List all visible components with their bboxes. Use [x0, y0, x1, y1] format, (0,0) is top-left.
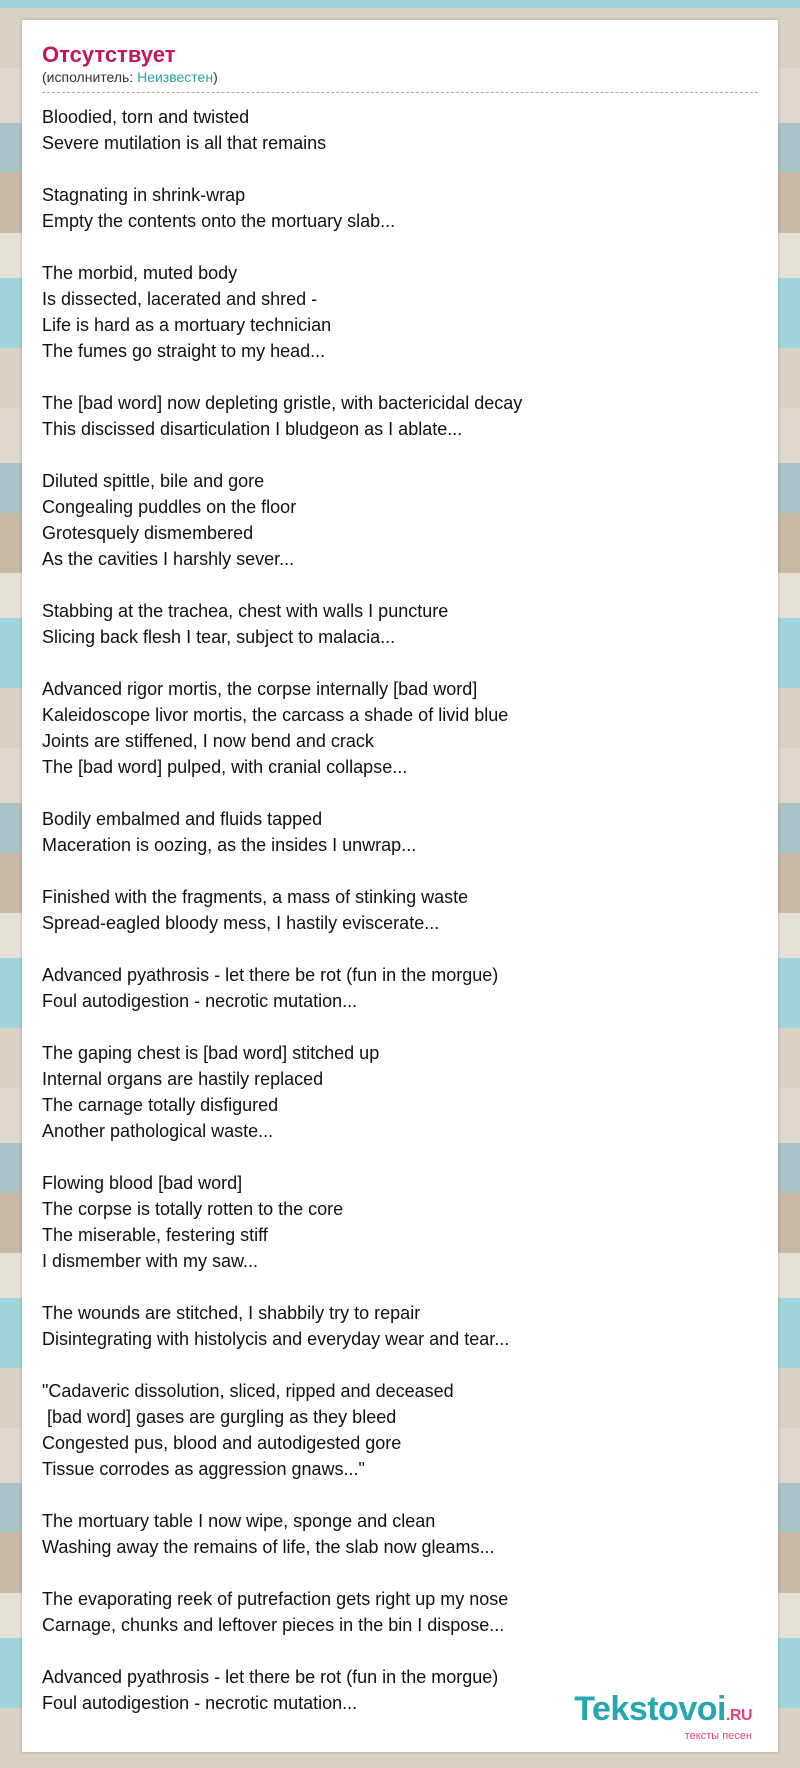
- lyric-line: The wounds are stitched, I shabbily try to repair: [42, 1303, 421, 1323]
- lyric-line: The fumes go straight to my head...: [42, 341, 326, 361]
- lyric-line: Washing away the remains of life, the slab now gleams...: [42, 1537, 495, 1557]
- lyric-line: Advanced pyathrosis - let there be rot (fun in the morgue): [42, 965, 499, 985]
- lyric-line: Severe mutilation is all that remains: [42, 133, 327, 153]
- logo-wordmark: [574, 1691, 752, 1734]
- lyric-line: Spread-eagled bloody mess, I hastily eviscerate...: [42, 913, 440, 933]
- lyric-line: Congested pus, blood and autodigested gore: [42, 1433, 402, 1453]
- lyric-line: Finished with the fragments, a mass of stinking waste: [42, 887, 469, 907]
- lyric-line: Advanced rigor mortis, the corpse internally [bad word]: [42, 679, 478, 699]
- lyric-line: [bad word] gases are gurgling as they bleed: [42, 1407, 397, 1427]
- lyric-line: Maceration is oozing, as the insides I unwrap...: [42, 835, 417, 855]
- lyric-line: Empty the contents onto the mortuary slab...: [42, 211, 396, 231]
- lyric-line: The carnage totally disfigured: [42, 1095, 279, 1115]
- stanza: [42, 1586, 758, 1638]
- lyric-line: The miserable, festering stiff: [42, 1225, 268, 1245]
- artist-suffix: ): [213, 69, 218, 85]
- stanza: [42, 1170, 758, 1274]
- lyric-line: Tissue corrodes as aggression gnaws...": [42, 1459, 365, 1479]
- lyrics-card: [22, 20, 778, 1752]
- lyric-line: Is dissected, lacerated and shred -: [42, 289, 318, 309]
- stanza: [42, 260, 758, 364]
- logo-tld: .RU: [725, 1707, 752, 1724]
- artist-link[interactable]: Неизвестен: [137, 69, 214, 85]
- artist-prefix: (исполнитель:: [42, 69, 138, 85]
- logo-name: Tekstovoi: [574, 1690, 726, 1728]
- stanza: [42, 1300, 758, 1352]
- lyric-line: As the cavities I harshly sever...: [42, 549, 295, 569]
- song-header: [42, 42, 758, 86]
- lyric-line: Another pathological waste...: [42, 1121, 274, 1141]
- lyric-line: This discissed disarticulation I bludgeon as I ablate...: [42, 419, 463, 439]
- site-logo[interactable]: [574, 1691, 752, 1742]
- lyric-line: The [bad word] now depleting gristle, with bactericidal decay: [42, 393, 523, 413]
- lyric-line: Slicing back flesh I tear, subject to malacia...: [42, 627, 396, 647]
- stanza: [42, 962, 758, 1014]
- stanza: [42, 104, 758, 156]
- stanza: [42, 182, 758, 234]
- artist-line: [42, 68, 758, 86]
- lyric-line: Bloodied, torn and twisted: [42, 107, 250, 127]
- stanza: [42, 884, 758, 936]
- lyric-line: Internal organs are hastily replaced: [42, 1069, 324, 1089]
- logo-tagline: тексты песен: [684, 1730, 752, 1742]
- stanza: [42, 390, 758, 442]
- lyric-line: Stabbing at the trachea, chest with walls I puncture: [42, 601, 449, 621]
- lyric-line: The [bad word] pulped, with cranial collapse...: [42, 757, 408, 777]
- lyric-line: Kaleidoscope livor mortis, the carcass a shade of livid blue: [42, 705, 509, 725]
- lyric-line: The morbid, muted body: [42, 263, 238, 283]
- song-title: Отсутствует: [42, 42, 176, 67]
- stanza: [42, 1040, 758, 1144]
- lyric-line: I dismember with my saw...: [42, 1251, 259, 1271]
- lyric-line: Foul autodigestion - necrotic mutation...: [42, 1693, 358, 1713]
- lyric-line: The evaporating reek of putrefaction gets right up my nose: [42, 1589, 509, 1609]
- lyric-line: Flowing blood [bad word]: [42, 1173, 243, 1193]
- lyric-line: Grotesquely dismembered: [42, 523, 254, 543]
- lyric-line: Stagnating in shrink-wrap: [42, 185, 246, 205]
- lyric-line: Life is hard as a mortuary technician: [42, 315, 332, 335]
- lyric-line: Bodily embalmed and fluids tapped: [42, 809, 323, 829]
- header-divider: [42, 92, 758, 93]
- lyric-line: Advanced pyathrosis - let there be rot (fun in the morgue): [42, 1667, 499, 1687]
- lyric-line: The corpse is totally rotten to the core: [42, 1199, 344, 1219]
- lyric-line: Disintegrating with histolycis and everyday wear and tear...: [42, 1329, 510, 1349]
- lyric-line: Congealing puddles on the floor: [42, 497, 297, 517]
- lyric-line: Diluted spittle, bile and gore: [42, 471, 265, 491]
- lyrics-body: [42, 104, 758, 1742]
- lyric-line: The gaping chest is [bad word] stitched up: [42, 1043, 380, 1063]
- lyric-line: Carnage, chunks and leftover pieces in the bin I dispose...: [42, 1615, 505, 1635]
- stanza: [42, 676, 758, 780]
- stanza: [42, 1508, 758, 1560]
- lyric-line: Foul autodigestion - necrotic mutation...: [42, 991, 358, 1011]
- lyric-line: The mortuary table I now wipe, sponge and clean: [42, 1511, 436, 1531]
- stanza: [42, 468, 758, 572]
- lyric-line: Joints are stiffened, I now bend and crack: [42, 731, 374, 751]
- stanza: [42, 1378, 758, 1482]
- stanza: [42, 598, 758, 650]
- lyric-line: "Cadaveric dissolution, sliced, ripped and deceased: [42, 1381, 454, 1401]
- stanza: [42, 806, 758, 858]
